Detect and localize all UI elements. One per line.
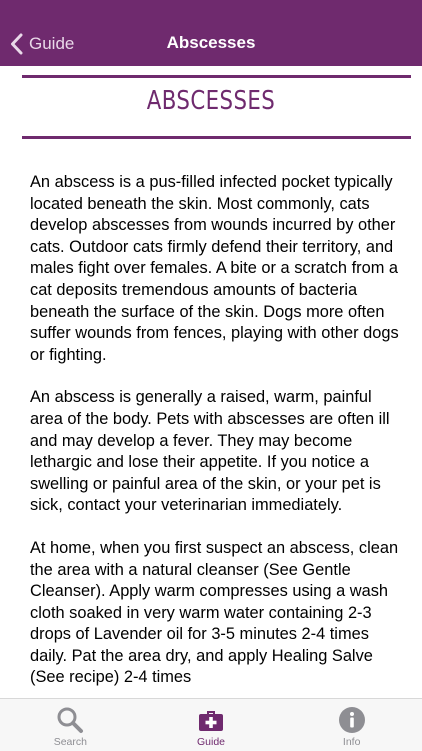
heading-divider-bottom bbox=[22, 136, 411, 139]
tab-bar bbox=[0, 698, 422, 751]
tab-search-label: Search bbox=[53, 736, 87, 748]
article-paragraph: An abscess is a pus-filled infected pocket typically located beneath the skin. Most commonly, cats develop abscesses from wounds incurred by other cats. Outdoor cats firmly defend their territory, and males fight over females. A bite or a scratch from a cat deposits tremendous amounts of bacteria beneath the surface of the skin. Dogs more often suffer wounds from fences, playing with other dogs or fighting. bbox=[30, 173, 399, 364]
info-icon bbox=[338, 706, 366, 734]
search-icon bbox=[56, 706, 84, 734]
back-button-label: Guide bbox=[29, 34, 75, 53]
page-title: ABSCESSES bbox=[146, 86, 276, 116]
tab-info[interactable] bbox=[281, 699, 422, 751]
first-aid-kit-icon bbox=[198, 708, 224, 732]
tab-guide-label: Guide bbox=[196, 736, 226, 748]
article-content[interactable] bbox=[30, 172, 400, 698]
navigation-bar bbox=[0, 0, 422, 66]
tab-search[interactable] bbox=[0, 699, 141, 751]
tab-guide[interactable] bbox=[141, 699, 282, 751]
article-paragraph: At home, when you first suspect an abscess, clean the area with a natural cleanser (See Gentle Cleanser). Apply warm compresses using a wash cloth soaked in very warm water containing 2-3 drops of Lavender oil for 3-5 minutes 2-4 times daily. Pat the area dry, and apply Healing Salve (See recipe) 2-4 times bbox=[30, 538, 399, 687]
tab-info-label: Info bbox=[342, 736, 361, 748]
nav-title: Abscesses bbox=[166, 33, 256, 52]
heading-divider-top bbox=[22, 75, 411, 78]
article-paragraph: An abscess is generally a raised, warm, painful area of the body. Pets with abscesses are often ill and may develop a fever. They may become lethargic and lose their appetite. If you notice a swelling or painful area of the skin, or your pet is sick, contact your veterinarian immediately. bbox=[30, 388, 390, 515]
